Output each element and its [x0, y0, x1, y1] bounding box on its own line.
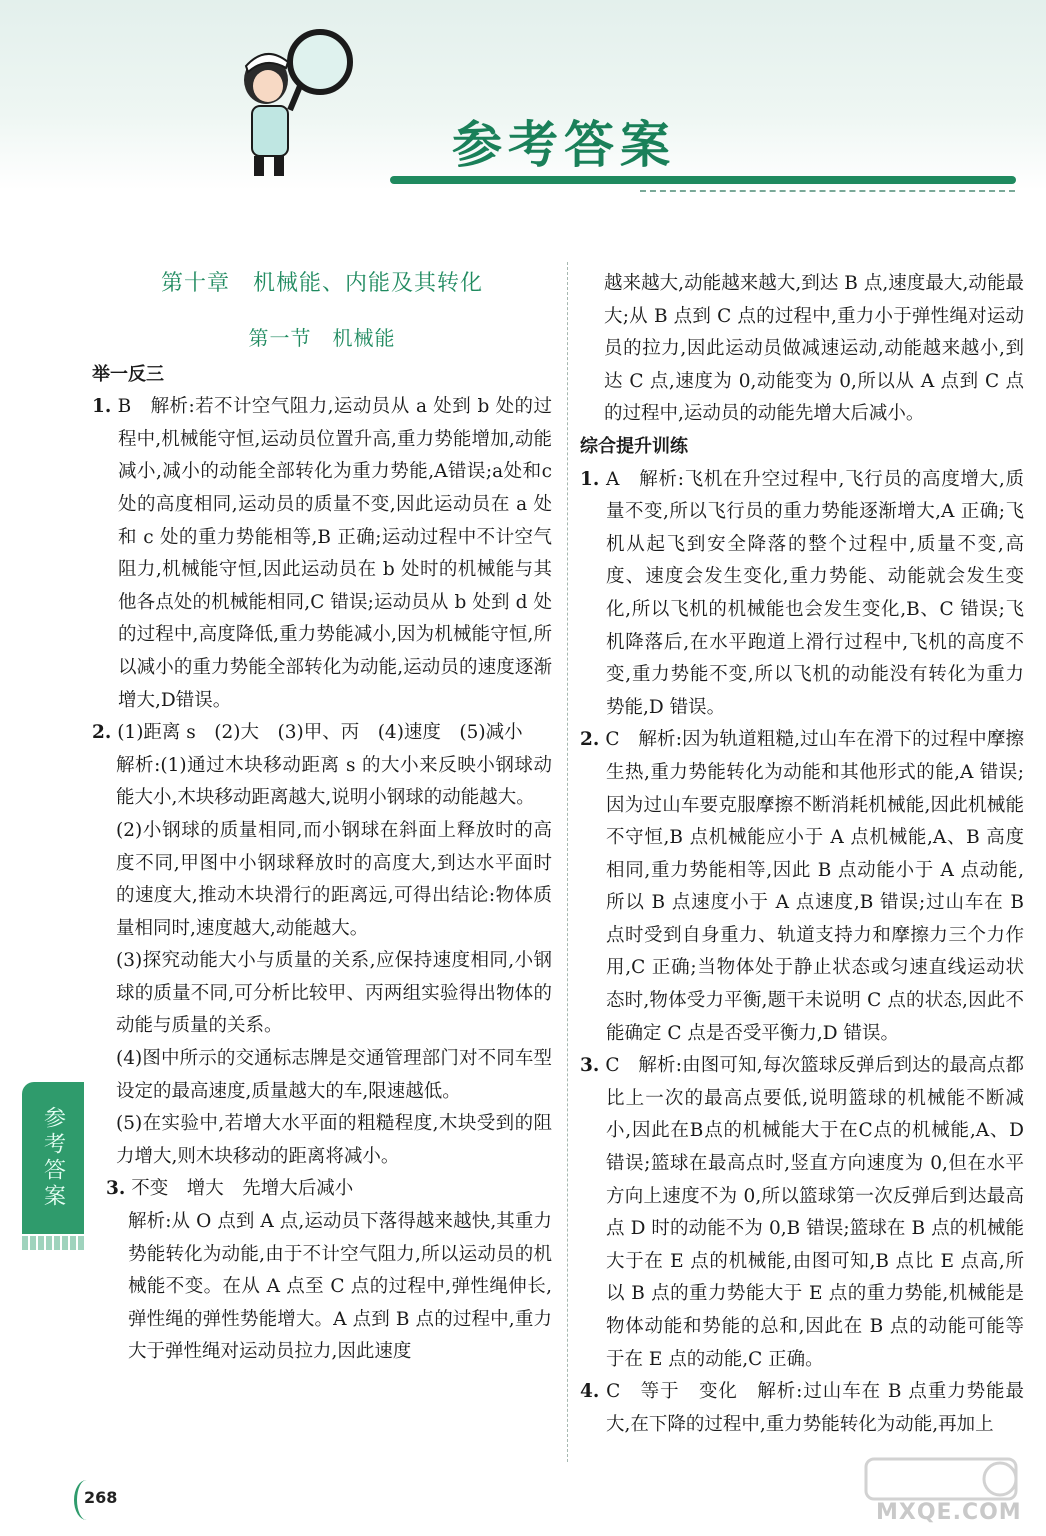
item-number: 2. — [580, 729, 600, 751]
explanation-paragraph: (4)图中所示的交通标志牌是交通管理部门对不同车型设定的最高速度,质量越大的车,限速越低。 — [116, 1048, 552, 1102]
column-divider — [567, 262, 568, 1462]
watermark-text: MXQE.COM — [876, 1500, 1022, 1525]
explanation-paragraph: (3)探究动能大小与质量的关系,应保持速度相同,小钢球的质量不同,可分析比较甲、丙两组实验得出物体的动能与质量的关系。 — [116, 950, 552, 1037]
answer-item-3 — [92, 1173, 552, 1369]
item-number: 4. — [580, 1381, 600, 1403]
side-tab-decor — [22, 1236, 84, 1250]
explanation-paragraph: (2)小钢球的质量相同,而小钢球在斜面上释放时的高度不同,甲图中小钢球释放时的高度大,到达水平面时的速度大,推动木块滑行的距离远,可得出结论:物体质量相同时,速度越大,动能越大。 — [116, 819, 552, 939]
left-column — [92, 268, 552, 1369]
header-stripe — [390, 176, 1016, 184]
item-number: 3. — [106, 1178, 126, 1200]
side-tab-answers: 参考答案 — [22, 1082, 84, 1234]
page-title: 参考答案 — [452, 116, 676, 174]
explanation-paragraph: 解析:从 O 点到 A 点,运动员下落得越来越快,其重力势能转化为动能,由于不计空气阻力,所以运动员的机械能不变。在从 A 点至 C 点的过程中,弹性绳伸长,弹性绳的弹性势能增大。A 点到 B 点的过程中,重力大于弹性绳对运动员拉力,因此速度 — [128, 1211, 552, 1363]
page-number: 268 — [84, 1488, 118, 1507]
answer-item-1 — [92, 391, 552, 717]
answer-text: C 解析:因为轨道粗糙,过山车在滑下的过程中摩擦生热,重力势能转化为动能和其他形式的能,A 错误;因为过山车要克服摩擦不断消耗机械能,因此机械能不守恒,B 点机械能应小于 A 点机械能,A、B 高度相同,重力势能相等,因此 B 点动能小于 A 点动能,所以 B 点速度小于 A 点速度,B 错误;过山车在 B 点时受到自身重力、轨道支持力和摩擦力三个力作用,C 正确;当物体处于静止状态或匀速直线运动状态时,物体受力平衡,题干未说明 C 点的状态,因此不能确定 C 点是否受平衡力,D 错误。 — [605, 729, 1024, 1044]
item-number: 1. — [580, 468, 600, 490]
right-column — [580, 268, 1024, 1441]
continued-paragraph: 越来越大,动能越来越大,到达 B 点,速度最大,动能最大;从 B 点到 C 点的过程中,重力小于弹性绳对运动员的拉力,因此运动员做减速运动,动能越来越小,到达 C 点,速度为 0,动能变为 0,所以从 A 点到 C 点的过程中,运动员的动能先增大后减小。 — [604, 273, 1024, 425]
answer-text: C 等于 变化 解析:过山车在 B 点重力势能最大,在下降的过程中,重力势能转化为动能,再加上 — [606, 1381, 1024, 1435]
answer-item-r1 — [580, 464, 1024, 725]
answer-key: 不变 增大 先增大后减小 — [131, 1178, 354, 1200]
mascot-magnifier-illustration — [228, 22, 368, 182]
answer-text: A 解析:飞机在升空过程中,飞行员的高度增大,质量不变,所以飞行员的重力势能逐渐增大,A 正确;飞机从起飞到安全降落的整个过程中,质量不变,高度、速度会发生变化,重力势能、动能就会发生变化,所以飞机的机械能也会发生变化,B、C 错误;飞机降落后,在水平跑道上滑行过程中,飞机的高度不变,重力势能不变,所以飞机的动能没有转化为重力势能,D 错误。 — [605, 468, 1024, 718]
explanation-paragraph: 解析:(1)通过木块移动距离 s 的大小来反映小钢球动能大小,木块移动距离越大,说明小钢球的动能越大。 — [116, 754, 552, 809]
item-number: 2. — [92, 722, 112, 744]
header-dashed-line — [640, 190, 1015, 192]
item-number: 3. — [580, 1055, 600, 1077]
answer-text: B 解析:若不计空气阻力,运动员从 a 处到 b 处的过程中,机械能守恒,运动员位置升高,重力势能增加,动能减小,减小的动能全部转化为重力势能,A错误;a处和c处的高度相同,运动员的质量不变,因此运动员在 a 处和 c 处的重力势能相等,B 正确;运动过程中不计空气阻力,机械能守恒,因此运动员在 b 处时的机械能与其他各点处的机械能相同,C 错误;运动员从 b 处到 d 处的过程中,高度降低,重力势能减小,因为机械能守恒,所以减小的重力势能全部转化为动能,运动员的速度逐渐增大,D错误。 — [117, 396, 552, 711]
explanation-paragraph: (5)在实验中,若增大水平面的粗糙程度,木块受到的阻力增大,则木块移动的距离将减小。 — [116, 1113, 552, 1167]
answer-item-r4 — [580, 1376, 1024, 1441]
answer-item-r3 — [580, 1050, 1024, 1376]
block-heading-practice: 举一反三 — [92, 363, 164, 385]
answer-key: (1)距离 s (2)大 (3)甲、丙 (4)速度 (5)减小 — [117, 722, 523, 744]
item-number: 1. — [92, 396, 112, 418]
chapter-title: 第十章 机械能、内能及其转化 — [160, 271, 483, 296]
answer-text: C 解析:由图可知,每次篮球反弹后到达的最高点都比上一次的最高点要低,说明篮球的机械能不断减小,因此在B点的机械能大于在C点的机械能,A、D 错误;篮球在最高点时,竖直方向速度为 0,但在水平方向上速度不为 0,所以篮球第一次反弹后到达最高点 D 时的动能不为 0,B 错误;篮球在 B 点的机械能大于在 E 点的机械能,由图可知,B 点比 E 点高,所以 B 点的重力势能大于 E 点的重力势能,机械能是物体动能和势能的总和,因此在 B 点的动能可能等于在 E 点的动能,C 正确。 — [605, 1055, 1024, 1370]
answer-item-2 — [92, 717, 552, 1173]
section-title: 第一节 机械能 — [248, 326, 396, 350]
block-heading-training: 综合提升训练 — [580, 435, 688, 457]
answer-item-r2 — [580, 724, 1024, 1050]
